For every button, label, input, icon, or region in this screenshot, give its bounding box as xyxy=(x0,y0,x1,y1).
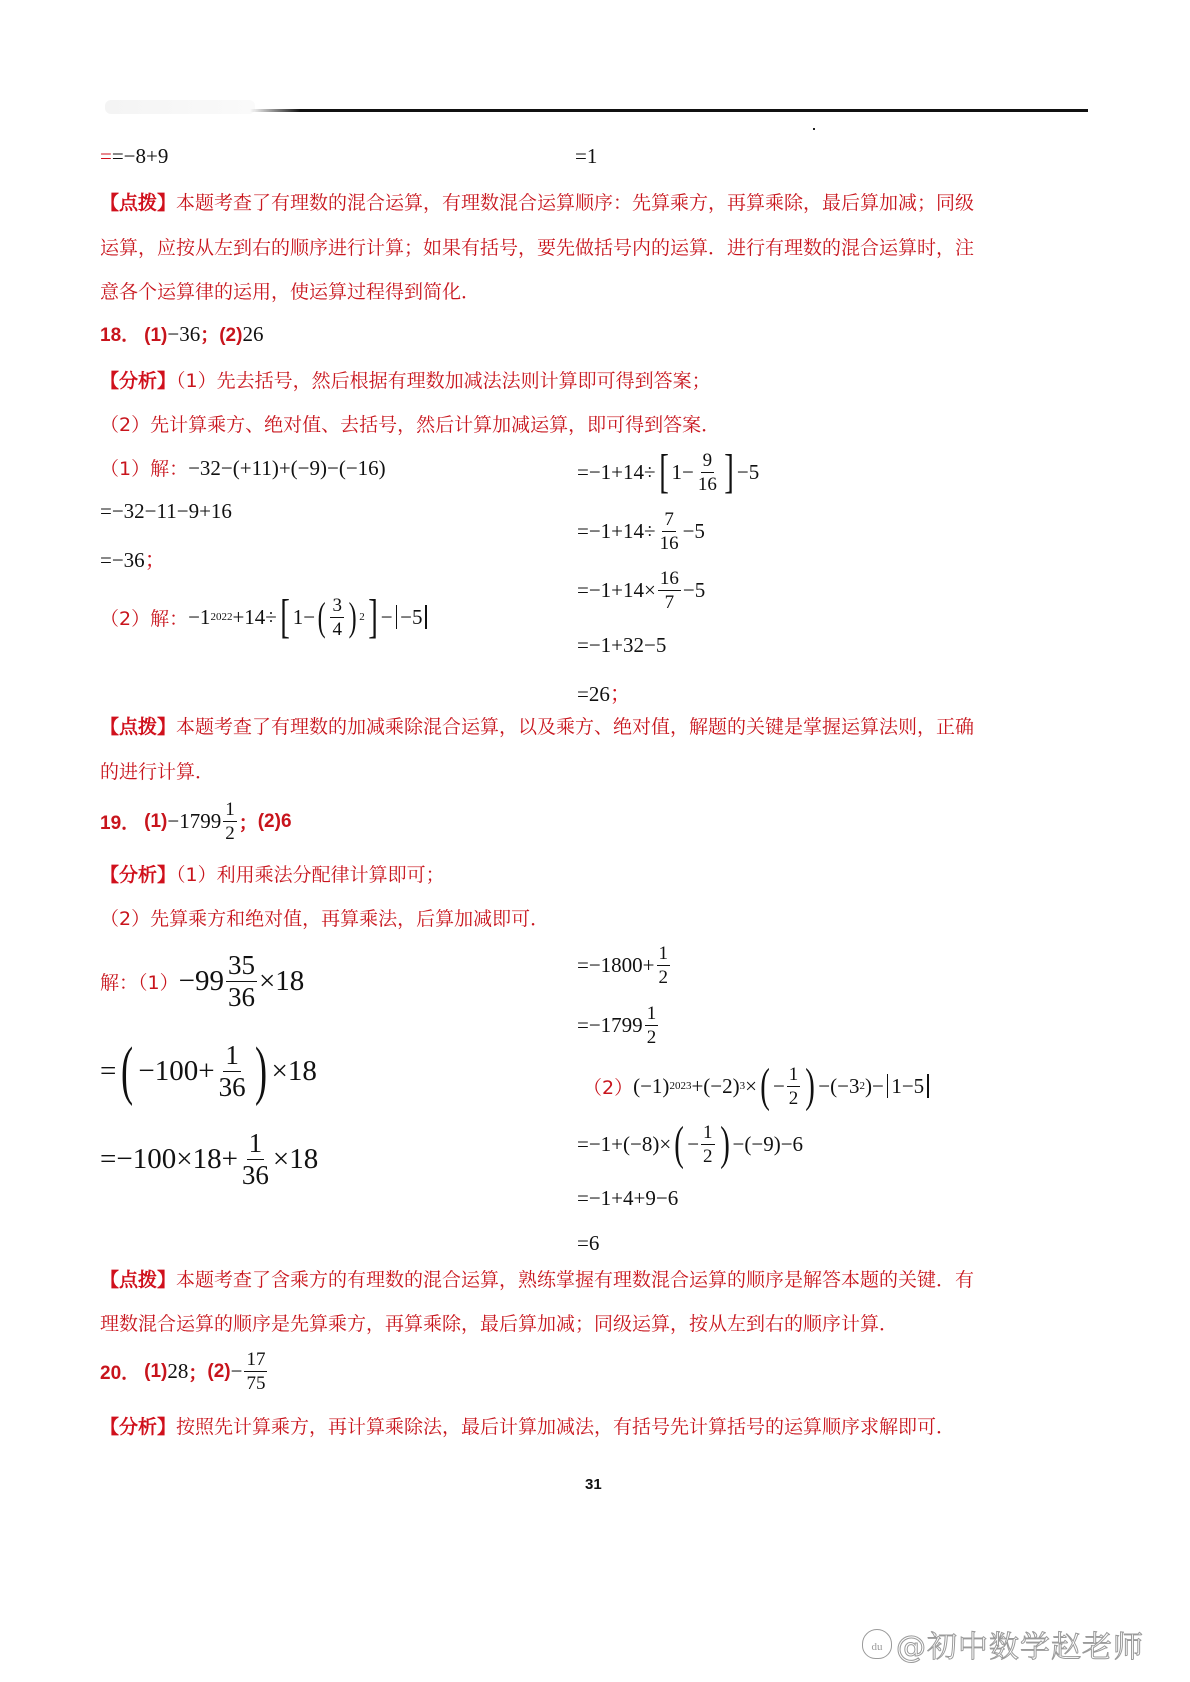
q18-right-step3: =−1+14× $\frac{16}{7}$ −5 xyxy=(577,568,706,613)
header-rule xyxy=(250,109,1088,112)
q18-analysis-2: （2）先计算乘方、绝对值、去括号，然后计算加减运算，即可得到答案． xyxy=(100,414,721,436)
prev-step-left: ==−8+9 xyxy=(100,144,169,168)
q18-sol1-step2: =−36； xyxy=(100,548,166,572)
q18-right-step2: =−1+14÷ $\frac{7}{16}$ −5 xyxy=(577,509,705,554)
q20-analysis: 【分析】按照先计算乘方，再计算乘除法，最后计算加减法，有括号先计算括号的运算顺序求解即可． xyxy=(100,1416,956,1438)
q19-sol1-step2: =−100×18+ $\frac{1}{36}$ ×18 xyxy=(100,1128,319,1190)
q18-tip-line-2: 的进行计算． xyxy=(100,761,215,783)
watermark xyxy=(862,1622,1144,1666)
q18-sol1-line: （1）解：−32−(+11)+(−9)−(−16) xyxy=(100,456,386,480)
q19-right-step3: =−1+(−8)× ( − $\frac{1}{2}$ ) −(−9)−6 xyxy=(577,1117,804,1170)
q19-answer-heading: 19． (1) −1799 $\frac{1}{2}$ ； (2)6 xyxy=(100,799,292,844)
q20-answer-heading: 20． (1) 28 ； (2) − $\frac{17}{75}$ xyxy=(100,1349,266,1394)
q18-right-step4: =−1+32−5 xyxy=(577,633,667,657)
q19-right-step2: =−1799 $\frac{1}{2}$ xyxy=(577,1003,657,1048)
q19-sol2-line: （2） (−1) 2023 +(−2) 3 × ( − $\frac{1}{2}$ ) −(−3 2 )− 1−5 xyxy=(583,1062,932,1110)
q19-right-step1: =−1800+ $\frac{1}{2}$ xyxy=(577,943,669,988)
q18-analysis-1: 【分析】（1）先去括号，然后根据有理数加减法法则计算即可得到答案； xyxy=(100,370,711,392)
q18-sol2-expr: −1 2022 +14÷ [ 1− ( $\frac{3}{4}$ ) 2 ] − −5 xyxy=(188,593,430,641)
q17-tip-line-2: 运算，应按从左到右的顺序进行计算；如果有括号，要先做括号内的运算．进行有理数的混合运算时，注 xyxy=(100,237,975,259)
q19-tip-line-2: 理数混合运算的顺序是先算乘方，再算乘除，最后算加减；同级运算，按从左到右的顺序计算． xyxy=(100,1313,899,1335)
baidu-paw-icon: du xyxy=(862,1629,892,1659)
q19-tip-line-1: 【点拨】本题考查了含乘方的有理数的混合运算，熟练掌握有理数混合运算的顺序是解答本题的关键．有 xyxy=(100,1269,975,1291)
equals-sign: = xyxy=(100,144,112,168)
page-number: 31 xyxy=(585,1476,602,1493)
q18-sol1-step1: =−32−11−9+16 xyxy=(100,499,232,523)
q19-analysis-2: （2）先算乘方和绝对值，再算乘法，后算加减即可． xyxy=(100,908,550,930)
q18-sol2-line: （2）解： −1 2022 +14÷ [ 1− ( $\frac{3}{4}$ ) 2 ] − −5 xyxy=(100,593,430,641)
q18-right-step5: =26； xyxy=(577,682,631,706)
q17-tip-line-1: 【点拨】本题考查了有理数的混合运算，有理数混合运算顺序：先算乘方，再算乘除，最后算加减；同级 xyxy=(100,192,975,214)
q18-tip-line-1: 【点拨】本题考查了有理数的加减乘除混合运算，以及乘方、绝对值，解题的关键是掌握运算法则，正确 xyxy=(100,716,975,738)
q19-sol1-line: 解：（1） −99 $\frac{35}{36}$ ×18 xyxy=(100,950,305,1012)
watermark-text: @初中数学赵老师 xyxy=(896,1630,1144,1665)
prev-step-right: =1 xyxy=(575,144,598,168)
q19-sol1-step1: = ( −100+ $\frac{1}{36}$ ) ×18 xyxy=(100,1034,317,1107)
stray-dot xyxy=(813,128,815,130)
q19-analysis-1: 【分析】（1）利用乘法分配律计算即可； xyxy=(100,864,445,886)
header-fade xyxy=(105,100,255,114)
q18-right-step1: =−1+14÷ [ 1− $\frac{9}{16}$ ] −5 xyxy=(577,445,760,498)
q19-right-step5: =6 xyxy=(577,1231,600,1255)
q18-answer-heading: 18． (1)−36；(2)26 xyxy=(100,322,264,346)
q19-right-step4: =−1+4+9−6 xyxy=(577,1186,679,1210)
q17-tip-line-3: 意各个运算律的运用，使运算过程得到简化． xyxy=(100,281,481,303)
